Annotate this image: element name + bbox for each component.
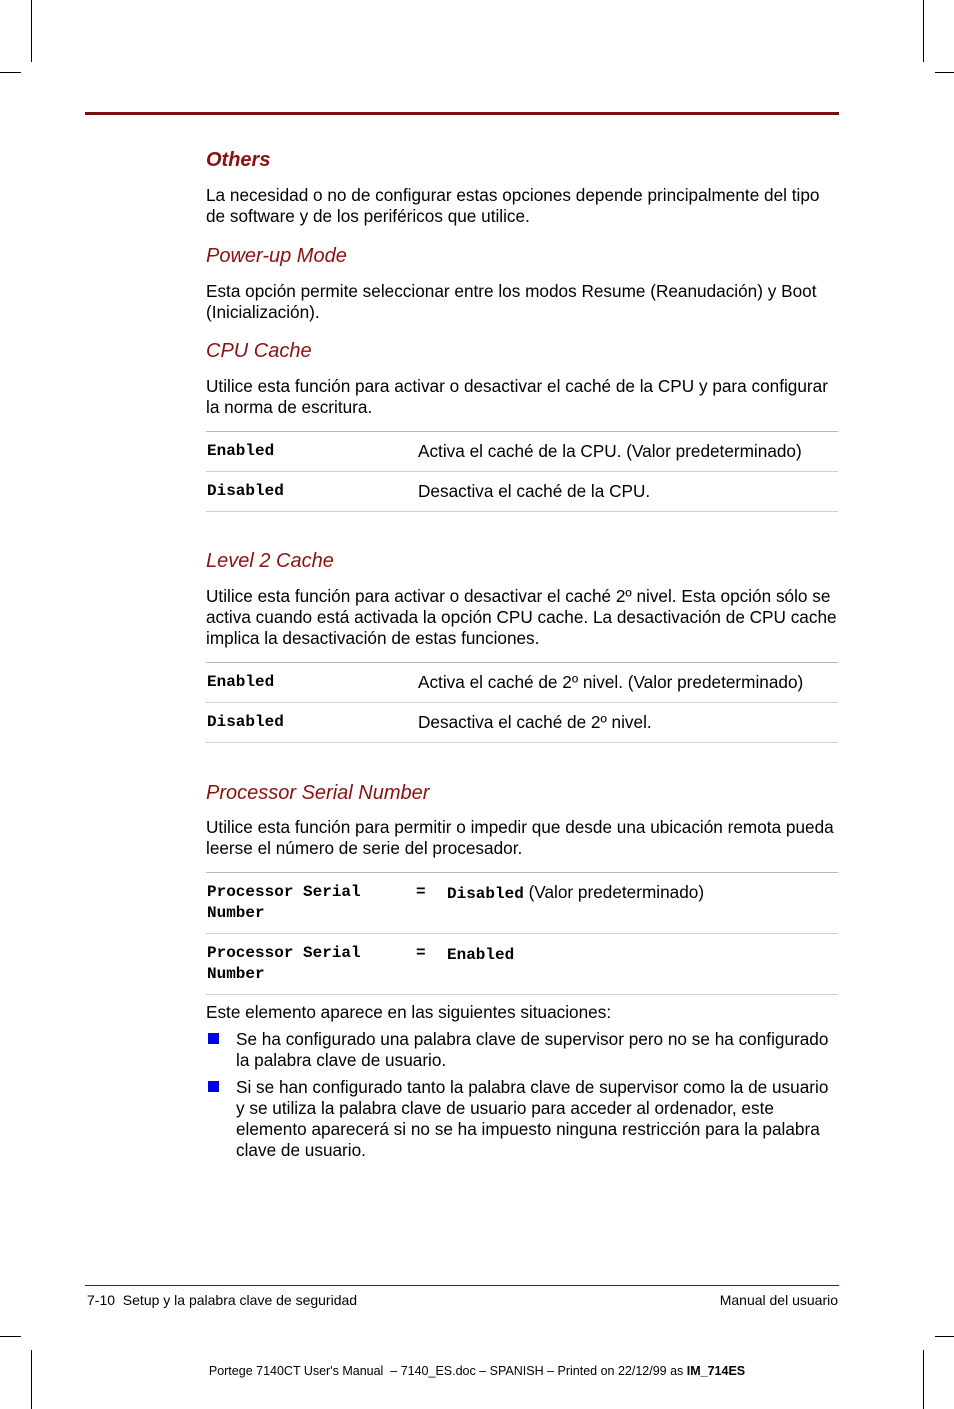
heading-processor-serial-number: Processor Serial Number <box>206 782 430 804</box>
table-row <box>206 472 838 512</box>
paragraph-processor-serial-number: Utilice esta función para permitir o impedir que desde una ubicación remota pueda leerse el número de serie del procesador. <box>206 817 834 858</box>
setting-key: Processor Serial Number <box>207 883 361 922</box>
table-row <box>206 663 838 703</box>
paragraph-cpu-cache: Utilice esta función para activar o desactivar el caché de la CPU y para configurar la norma de escritura. <box>206 376 828 417</box>
list-item-text: Si se han configurado tanto la palabra clave de supervisor como la de usuario y se utiliza la palabra clave de usuario para acceder al ordenador, este elemento aparecerá si no se ha impuesto ninguna restricción para la palabra clave de usuario. <box>236 1077 829 1160</box>
setting-value-cell <box>446 934 838 995</box>
option-key: Disabled <box>207 482 284 500</box>
list-item <box>206 1077 838 1161</box>
heading-level-2-cache: Level 2 Cache <box>206 550 334 572</box>
processor-serial-number-table <box>206 872 838 995</box>
footer-rule <box>85 1285 839 1286</box>
equals-sign: = <box>416 883 426 901</box>
print-info-line <box>0 1364 954 1378</box>
setting-value: Disabled <box>447 885 524 903</box>
paragraph-situations: Este elemento aparece en las siguientes situaciones: <box>206 1002 612 1022</box>
heading-cpu-cache: CPU Cache <box>206 340 312 362</box>
option-description: Activa el caché de la CPU. (Valor predeterminado) <box>418 441 802 461</box>
heading-others: Others <box>206 149 271 171</box>
option-description: Desactiva el caché de 2º nivel. <box>418 712 652 732</box>
setting-key: Processor Serial Number <box>207 944 361 983</box>
crop-mark <box>31 0 32 62</box>
paragraph-others: La necesidad o no de configurar estas opciones depende principalmente del tipo de software y de los periféricos que utilice. <box>206 185 820 226</box>
footer-page-info: 7-10 Setup y la palabra clave de seguridad <box>87 1292 358 1308</box>
crop-mark <box>31 1350 32 1409</box>
crop-mark <box>0 72 21 73</box>
setting-value-cell <box>446 873 838 934</box>
crop-mark <box>923 1350 924 1409</box>
option-key: Enabled <box>207 673 275 691</box>
footer-manual-title: Manual del usuario <box>719 1292 838 1308</box>
crop-mark <box>0 1336 21 1337</box>
print-info-text: Portege 7140CT User's Manual – 7140_ES.doc – SPANISH – Printed on 22/12/99 as <box>208 1364 687 1378</box>
option-description: Desactiva el caché de la CPU. <box>418 481 651 501</box>
option-key: Disabled <box>207 713 284 731</box>
setting-value: Enabled <box>447 946 515 964</box>
option-key: Enabled <box>207 442 275 460</box>
table-row <box>206 432 838 472</box>
square-bullet-icon <box>208 1081 219 1092</box>
heading-power-up-mode: Power-up Mode <box>206 245 347 267</box>
list-item-text: Se ha configurado una palabra clave de supervisor pero no se ha configurado la palabra clave de usuario. <box>236 1029 829 1070</box>
crop-mark <box>923 0 924 62</box>
option-description: Activa el caché de 2º nivel. (Valor predeterminado) <box>418 672 804 692</box>
square-bullet-icon <box>208 1033 219 1044</box>
crop-mark <box>935 72 954 73</box>
cpu-cache-options-table <box>206 431 838 512</box>
paragraph-level-2-cache: Utilice esta función para activar o desactivar el caché 2º nivel. Esta opción sólo se activa cuando está activada la opción CPU cache. La desactivación de CPU cache implica la desactivación de estas funciones. <box>206 586 837 648</box>
print-info-code: IM_714ES <box>686 1364 746 1378</box>
default-note: (Valor predeterminado) <box>523 882 705 902</box>
list-item <box>206 1029 838 1071</box>
paragraph-power-up-mode: Esta opción permite seleccionar entre los modos Resume (Reanudación) y Boot (Inicialización). <box>206 281 817 322</box>
header-rule <box>85 112 839 115</box>
crop-mark <box>935 1336 954 1337</box>
table-row <box>206 873 838 934</box>
level-2-cache-options-table <box>206 662 838 743</box>
situations-list <box>206 1029 838 1167</box>
table-row <box>206 703 838 743</box>
table-row <box>206 934 838 995</box>
equals-sign: = <box>416 944 426 962</box>
